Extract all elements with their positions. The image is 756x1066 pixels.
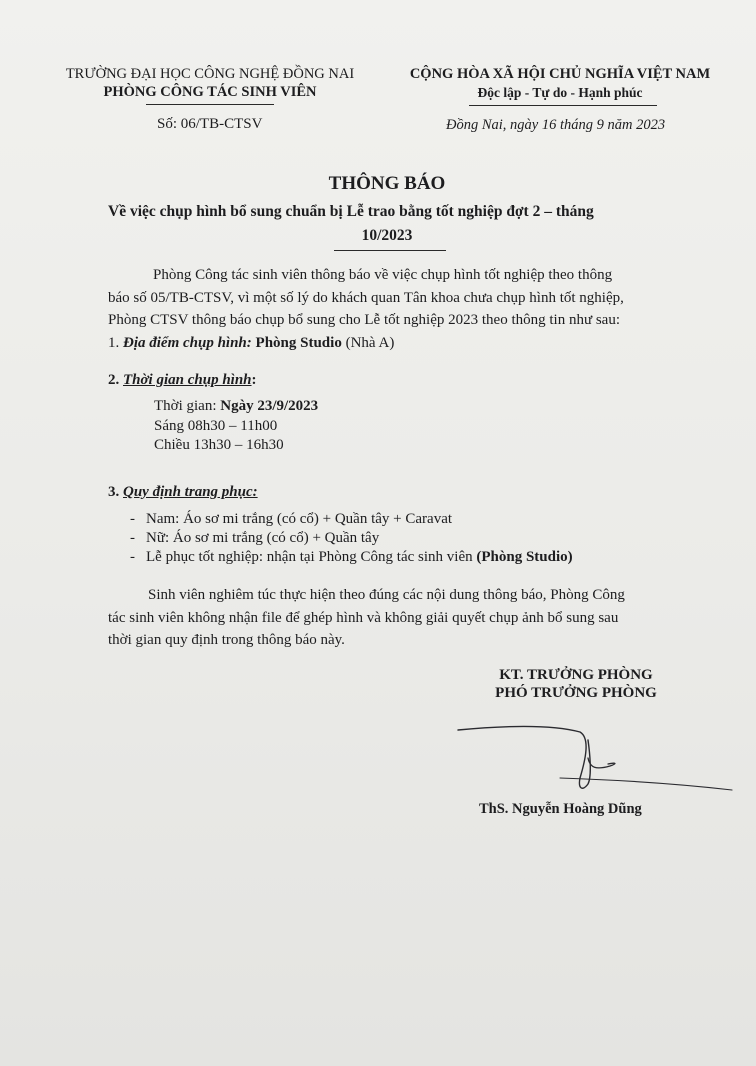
closing-paragraph <box>108 584 625 652</box>
section2-morning: Sáng 08h30 – 11h00 <box>154 418 278 434</box>
section2-afternoon: Chiều 13h30 – 16h30 <box>154 437 284 453</box>
closing-line3: thời gian quy định trong thông báo này. <box>108 632 345 648</box>
signature-title-block <box>452 667 700 702</box>
section2-number: 2. <box>108 372 120 388</box>
section2-date-label: Thời gian: <box>154 398 217 414</box>
motto-underline <box>469 105 657 106</box>
section2-heading <box>108 372 257 389</box>
dress-code-item-gown <box>130 549 573 566</box>
notice-title: THÔNG BÁO <box>328 173 446 194</box>
signature-title2: PHÓ TRƯỞNG PHÒNG <box>495 685 657 701</box>
dress-code-text: Nam: Áo sơ mi trắng (có cổ) + Quần tây + Caravat <box>146 511 453 527</box>
dress-code-item-women <box>130 530 379 547</box>
intro-line1: Phòng Công tác sinh viên thông báo về việc chụp hình tốt nghiệp theo thông <box>153 267 613 283</box>
section1-value-rest: (Nhà A) <box>345 335 395 351</box>
intro-line2: báo số 05/TB-CTSV, vì một số lý do khách quan Tân khoa chưa chụp hình tốt nghiệp, <box>108 289 624 306</box>
intro-line3: Phòng CTSV thông báo chụp bổ sung cho Lễ tốt nghiệp 2023 theo thông tin như sau: <box>108 312 620 328</box>
doc-number: Số: 06/TB-CTSV <box>157 116 263 132</box>
section1-number: 1. <box>108 335 120 351</box>
closing-line1: Sinh viên nghiêm túc thực hiện theo đúng các nội dung thông báo, Phòng Công <box>148 587 625 603</box>
motto: Độc lập - Tự do - Hạnh phúc <box>477 85 643 100</box>
dress-code-item-men <box>130 511 452 528</box>
section3-label: Quy định trang phục: <box>123 484 258 500</box>
intro-paragraph <box>108 264 624 332</box>
bullet-dash: - <box>130 511 135 527</box>
dress-code-bold: (Phòng Studio) <box>476 549 573 565</box>
header-org-block <box>50 66 370 101</box>
place-date: Đồng Nai, ngày 16 tháng 9 năm 2023 <box>446 117 666 133</box>
bullet-dash: - <box>130 530 135 546</box>
section1-location <box>108 335 394 352</box>
section1-value-bold: Phòng Studio <box>255 335 342 351</box>
section2-label: Thời gian chụp hình <box>123 372 252 388</box>
section2-date-row <box>154 398 318 415</box>
dress-code-text: Lễ phục tốt nghiệp: nhận tại Phòng Công tác sinh viên <box>146 549 473 565</box>
closing-line2: tác sinh viên không nhận file để ghép hình và không giải quyết chụp ảnh bổ sung sau <box>108 609 619 626</box>
signature-title1: KT. TRƯỞNG PHÒNG <box>499 667 653 683</box>
org-underline <box>146 104 274 105</box>
header-country-block <box>390 66 730 101</box>
signer-name: ThS. Nguyễn Hoàng Dũng <box>479 801 642 817</box>
dress-code-text: Nữ: Áo sơ mi trắng (có cổ) + Quần tây <box>146 530 380 546</box>
country-name: CỘNG HÒA XÃ HỘI CHỦ NGHĨA VIỆT NAM <box>409 66 711 82</box>
section1-label: Địa điểm chụp hình: <box>123 335 252 351</box>
org-line2: PHÒNG CÔNG TÁC SINH VIÊN <box>103 84 317 100</box>
section3-number: 3. <box>108 484 120 500</box>
section2-colon: : <box>251 372 257 388</box>
notice-subtitle-line1: Về việc chụp hình bổ sung chuẩn bị Lễ trao bằng tốt nghiệp đợt 2 – tháng <box>108 203 594 220</box>
notice-subtitle-line2: 10/2023 <box>361 227 413 244</box>
title-underline <box>334 250 446 251</box>
section2-date-value: Ngày 23/9/2023 <box>220 398 319 414</box>
section3-heading <box>108 484 258 501</box>
bullet-dash: - <box>130 549 135 565</box>
handwritten-signature <box>440 718 740 798</box>
org-line1: TRƯỜNG ĐẠI HỌC CÔNG NGHỆ ĐỒNG NAI <box>65 66 355 82</box>
